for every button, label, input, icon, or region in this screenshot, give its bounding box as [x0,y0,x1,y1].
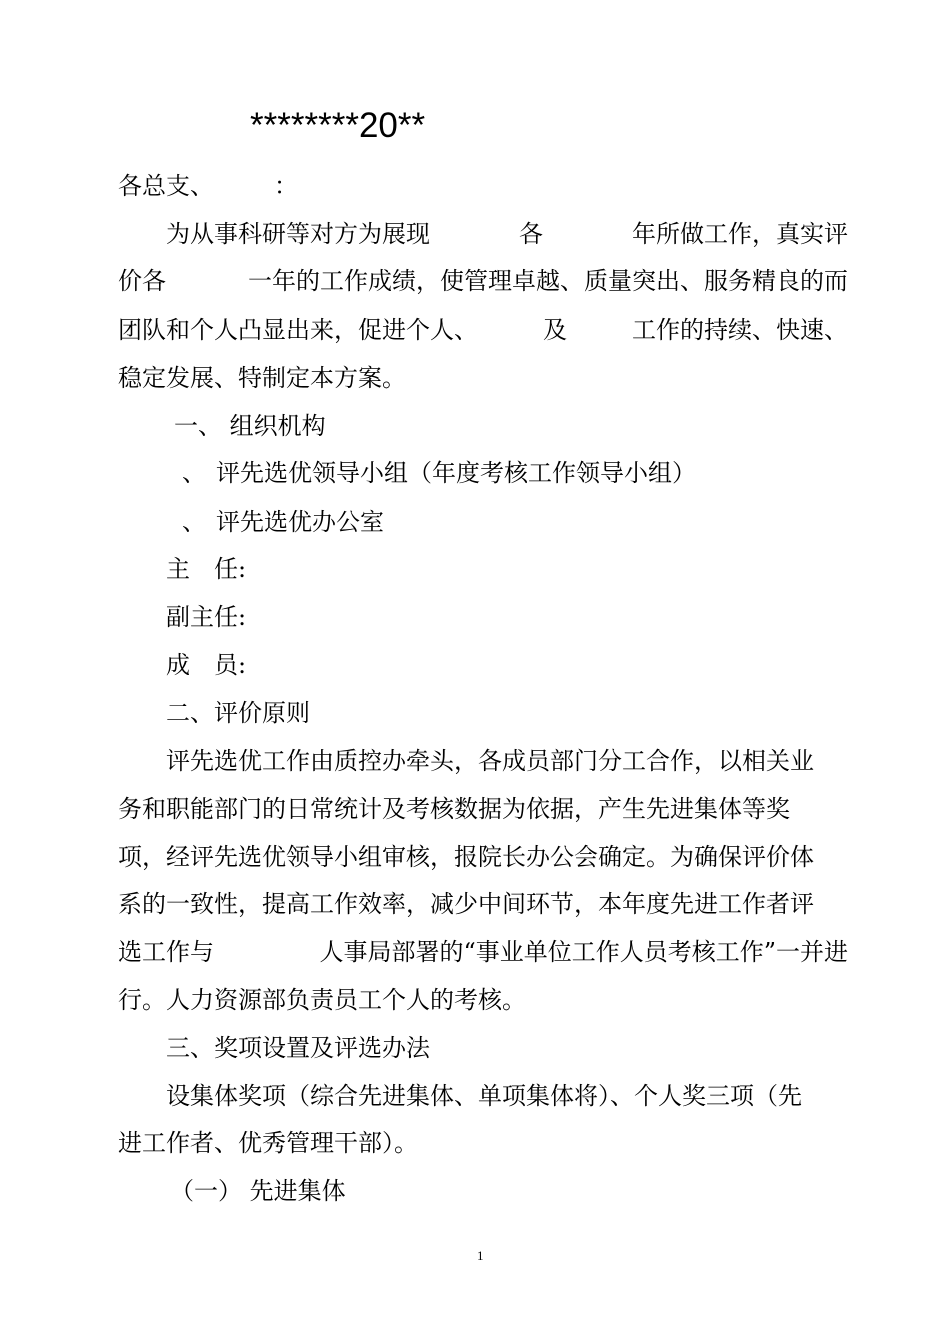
section-3-subheading-1: （一） 先进集体 [170,1177,346,1205]
section-3-line-1: 设集体奖项（综合先进集体、单项集体将）、个人奖三项（先 [166,1082,802,1110]
page-number: 1 [477,1248,484,1263]
intro-line-4: 稳定发展、特制定本方案。 [118,364,406,392]
intro-line-3: 团队和个人凸显出来，促进个人、 及 工作的持续、快速、 [118,316,848,344]
section-2-heading: 二、评价原则 [166,699,310,727]
section-3-line-2: 进工作者、优秀管理干部）。 [118,1129,418,1157]
section-3-heading: 三、奖项设置及评选办法 [166,1034,430,1062]
salutation-colon: ： [274,172,298,200]
section-1-item-2: 、 评先选优办公室 [182,508,384,536]
section-2-line-3: 项，经评先选优领导小组审核，报院长办公会确定。为确保评价体 [118,843,814,871]
section-1-heading: 一、 组织机构 [174,412,326,440]
intro-line-2: 价各 一年的工作成绩，使管理卓越、质量突出、服务精良的而 [118,267,848,295]
intro-line-1: 为从事科研等对方为展现 各 年所做工作，真实评 [166,220,848,248]
members-label: 成 员: [166,651,247,679]
director-label: 主 任: [166,555,247,583]
section-2-line-6: 行。人力资源部负责员工个人的考核。 [118,986,526,1014]
section-2-line-1: 评先选优工作由质控办牵头，各成员部门分工合作，以相关业 [166,747,814,775]
section-2-line-5: 选工作与 人事局部署的“事业单位工作人员考核工作”一并进 [118,938,848,966]
section-2-line-4: 系的一致性，提高工作效率，减少中间环节，本年度先进工作者评 [118,890,814,918]
section-1-item-1: 、 评先选优领导小组（年度考核工作领导小组） [182,459,696,487]
deputy-director-label: 副主任: [166,603,247,631]
section-2-line-2: 务和职能部门的日常统计及考核数据为依据，产生先进集体等奖 [118,795,790,823]
document-title: ********20** [250,106,426,145]
salutation [118,166,298,206]
salutation-addressee: 各总支、 [118,172,214,200]
